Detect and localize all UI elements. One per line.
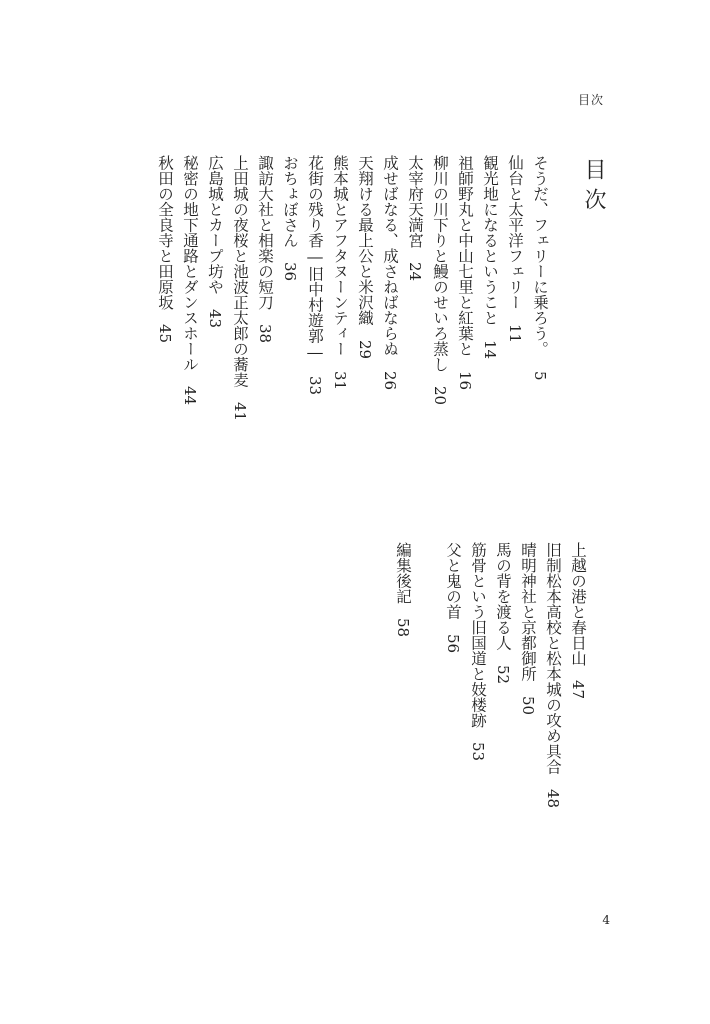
entry-title: 秋田の全良寺と田原坂 [156, 155, 174, 310]
entry-title: 祖師野丸と中山七里と紅葉と [456, 155, 474, 357]
entry-page: 48 [544, 788, 562, 808]
entry-page: 14 [481, 339, 499, 359]
entry-page: 24 [406, 262, 424, 282]
entry-page: 36 [281, 262, 299, 282]
entry-page: 33 [306, 375, 324, 395]
toc-entry[interactable] [527, 155, 552, 380]
toc-entry[interactable] [277, 155, 302, 281]
entry-title: 諏訪大社と相楽の短刀 [256, 155, 274, 310]
entry-title: 馬の背を渡る人 [494, 542, 512, 651]
entry-title: おちょぼさん [281, 155, 299, 248]
toc-entry[interactable] [477, 155, 502, 359]
entry-page: 41 [231, 401, 249, 421]
entry-title: 上越の港と春日山 [569, 542, 587, 666]
toc-entry[interactable] [227, 155, 252, 421]
toc-entry[interactable] [152, 155, 177, 343]
entry-title: 父と鬼の首 [444, 542, 462, 620]
entry-page: 47 [569, 680, 587, 700]
entry-title: そうだ、フェリーに乗ろう。 [531, 155, 549, 357]
entry-title: 旧制松本高校と松本城の攻め具合 [544, 542, 562, 775]
entry-title: 観光地になるということ [481, 155, 499, 326]
entry-title: 編集後記 [394, 542, 412, 604]
entry-page: 31 [331, 370, 349, 390]
entry-page: 58 [394, 618, 412, 638]
toc-entry[interactable] [465, 542, 490, 761]
toc-entry[interactable] [502, 155, 527, 343]
toc-entry[interactable] [540, 542, 565, 808]
entry-title: 太宰府天満宮 [406, 155, 424, 248]
entry-title: 熊本城とアフタヌーンティー [331, 155, 349, 357]
toc-entry[interactable] [402, 155, 427, 281]
entry-page: 29 [356, 339, 374, 359]
toc-entry[interactable] [452, 155, 477, 390]
entry-page: 53 [469, 742, 487, 762]
entry-title: 柳川の川下りと鰻のせいろ蒸し [431, 155, 449, 372]
entry-title: 上田城の夜桜と池波正太郎の蕎麦 [231, 155, 249, 388]
entry-page: 5 [531, 370, 549, 381]
entry-title: 花街の残り香―旧中村遊郭― [306, 155, 324, 362]
toc-entry[interactable] [390, 542, 415, 637]
toc-entry[interactable] [252, 155, 277, 343]
entry-page: 44 [181, 386, 199, 406]
toc-entry[interactable] [177, 155, 202, 405]
entry-page: 45 [156, 324, 174, 344]
page-number: 4 [602, 913, 610, 927]
entry-title: 筋骨という旧国道と妓楼跡 [469, 542, 487, 728]
entry-page: 20 [431, 386, 449, 406]
entry-page: 50 [519, 695, 537, 715]
entry-title: 広島城とカープ坊や [206, 155, 224, 295]
entry-page: 52 [494, 664, 512, 684]
toc-entry[interactable] [515, 542, 540, 715]
toc-entry[interactable] [377, 155, 402, 390]
toc-entry[interactable] [302, 155, 327, 395]
entry-page: 11 [506, 324, 524, 344]
toc-entry[interactable] [327, 155, 352, 390]
entry-page: 43 [206, 308, 224, 328]
entry-page: 56 [444, 633, 462, 653]
running-header: 目次 [577, 93, 604, 107]
toc-title: 目次 [581, 158, 606, 218]
entry-page: 26 [381, 370, 399, 390]
toc-entry[interactable] [202, 155, 227, 328]
toc-entry[interactable] [565, 542, 590, 699]
entry-title: 仙台と太平洋フェリー [506, 155, 524, 310]
entry-title: 秘密の地下通路とダンスホール [181, 155, 199, 372]
entry-page: 16 [456, 370, 474, 390]
entry-title: 晴明神社と京都御所 [519, 542, 537, 682]
toc-entry[interactable] [427, 155, 452, 405]
toc-entry[interactable] [352, 155, 377, 359]
entry-title: 成せばなる、成さねばならぬ [381, 155, 399, 357]
toc-column-2 [390, 542, 590, 808]
toc-entry[interactable] [490, 542, 515, 684]
toc-column-1 [152, 155, 552, 421]
entry-title: 天翔ける最上公と米沢織 [356, 155, 374, 326]
entry-page: 38 [256, 324, 274, 344]
toc-entry[interactable] [440, 542, 465, 653]
